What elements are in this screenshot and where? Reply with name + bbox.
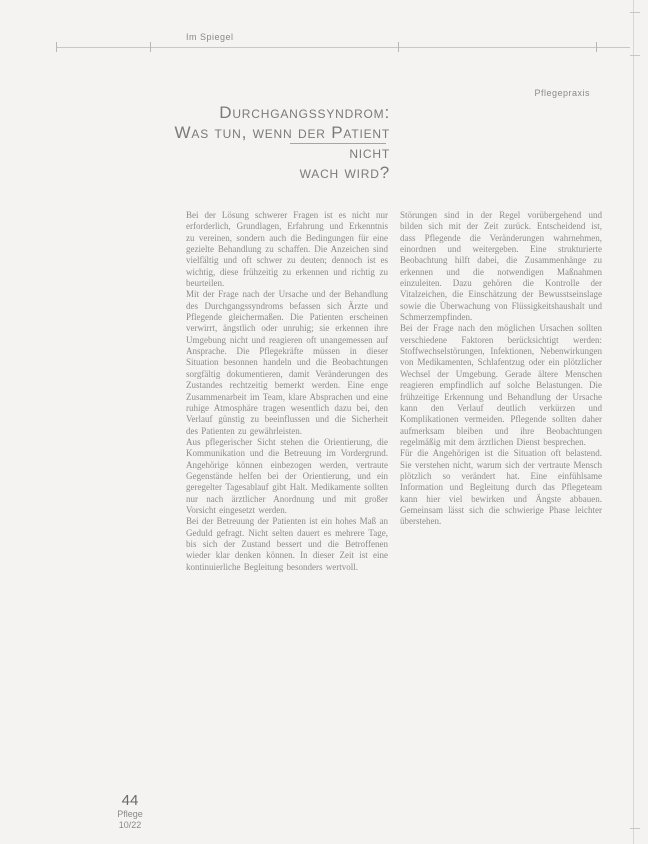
- title-line: Durchgangssyndrom:: [219, 103, 390, 122]
- paragraph: Mit der Frage nach der Ursache und der Behandlung des Durchgangssyndroms befassen sich Ärzte und Pflegende gleichermaßen. Die Patienten erscheinen verwirrt, ängstlich oder unruhig; sie erkennen ihre Umgebung nicht und reagieren oft unangemessen auf Ansprache. Die Pflegekräfte müssen in dieser Situation besonnen handeln und die Beobachtungen sorgfältig dokumentieren, damit Veränderungen des Zustandes rechtzeitig bemerkt werden. Eine enge Zusammenarbeit im Team, klare Absprachen und eine ruhige Atmosphäre tragen wesentlich dazu bei, den Verlauf günstig zu beeinflussen und die Sicherheit des Patienten zu gewährleisten.: [186, 289, 388, 436]
- crop-mark: [596, 42, 597, 52]
- page-folio: [110, 793, 150, 831]
- title-underline: [290, 143, 386, 144]
- page-number: 44: [121, 792, 139, 809]
- crop-mark: [398, 42, 399, 52]
- running-head: Im Spiegel: [186, 32, 234, 42]
- edge-mark: [630, 55, 640, 56]
- edge-mark: [630, 828, 640, 829]
- paragraph: Für die Angehörigen ist die Situation oft belastend. Sie verstehen nicht, warum sich der vertraute Mensch plötzlich so verändert hat. Eine einfühlsame Information und Begleitung durch das Pflegeteam kann hier viel bewirken und Ängste abbauen. Gemeinsam lässt sich die schwierige Phase leichter überstehen.: [400, 448, 602, 527]
- edge-mark: [630, 12, 640, 13]
- body-column-right: [400, 210, 602, 816]
- section-tag: Pflegepraxis: [534, 88, 590, 98]
- paragraph: Bei der Frage nach den möglichen Ursachen sollten verschiedene Faktoren berücksichtigt werden: Stoffwechselstörungen, Infektionen, Nebenwirkungen von Medikamenten, Schlafentzug oder ein plötzlicher Wechsel der Umgebung. Gerade ältere Menschen reagieren empfindlich auf solche Belastungen. Die frühzeitige Erkennung und Behandlung der Ursache kann den Verlauf deutlich verkürzen und Komplikationen vermeiden. Pflegende sollten daher aufmerksam bleiben und ihre Beobachtungen regelmäßig mit dem ärztlichen Dienst besprechen.: [400, 323, 602, 447]
- journal-name: Pflege: [117, 809, 143, 819]
- header-rule: [56, 47, 630, 48]
- paragraph: Bei der Lösung schwerer Fragen ist es nicht nur erforderlich, Grundlagen, Erfahrung und Erkenntnis zu vereinen, sondern auch die Bedingungen für eine gezielte Behandlung zu schaffen. Die Anzeichen sind vielfältig und oft schwer zu deuten; dennoch ist es wichtig, diese frühzeitig zu erkennen und richtig zu beurteilen.: [186, 210, 388, 289]
- body-column-left: [186, 210, 388, 816]
- title-line: wach wird?: [299, 163, 390, 182]
- paragraph: Aus pflegerischer Sicht stehen die Orientierung, die Kommunikation und die Betreuung im Vordergrund. Angehörige können einbezogen werden, vertraute Gegenstände helfen bei der Orientierung, und ein geregelter Tagesablauf gibt Halt. Medikamente sollten nur nach ärztlicher Anordnung und mit großer Vorsicht eingesetzt werden.: [186, 436, 388, 515]
- issue-number: 10/22: [118, 820, 142, 830]
- paragraph: Bei der Betreuung der Patienten ist ein hohes Maß an Geduld gefragt. Nicht selten dauert es mehrere Tage, bis sich der Zustand bessert und die Betroffenen wieder klar denken können. In dieser Zeit ist eine kontinuierliche Begleitung besonders wertvoll.: [186, 516, 388, 572]
- paragraph: Störungen sind in der Regel vorübergehend und bilden sich mit der Zeit zurück. Entscheidend ist, dass Pflegende die Veränderungen wahrnehmen, einordnen und weitergeben. Eine strukturierte Beobachtung hilft dabei, die Zusammenhänge zu erkennen und die notwendigen Maßnahmen einzuleiten. Dazu gehören die Kontrolle der Vitalzeichen, die Einschätzung der Bewusstseinslage sowie die Überwachung von Flüssigkeitshaushalt und Schmerzempfinden.: [400, 210, 602, 323]
- page-edge: [633, 0, 634, 844]
- crop-mark: [150, 42, 151, 52]
- title-line: Was tun, wenn der Patient nicht: [174, 123, 390, 162]
- crop-mark: [56, 42, 57, 52]
